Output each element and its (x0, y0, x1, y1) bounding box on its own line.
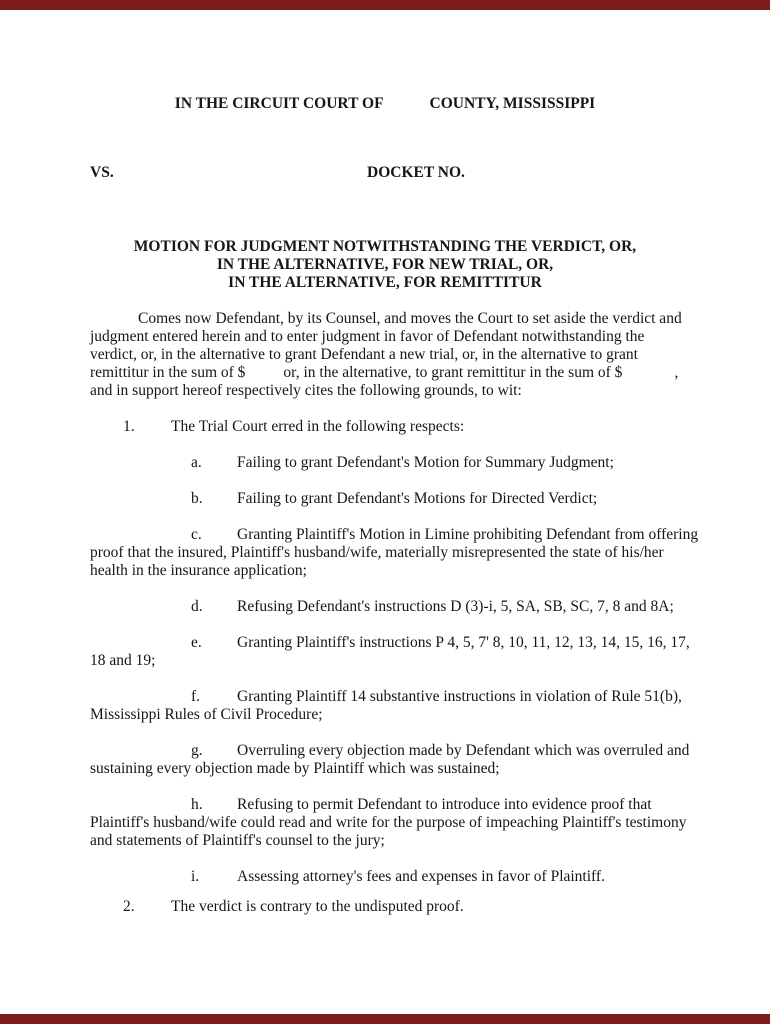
docket-label: DOCKET NO. (367, 164, 465, 181)
list-item-text: The verdict is contrary to the undisputed proof. (171, 898, 464, 915)
list-item-text: Failing to grant Defendant's Motion for Summary Judgment; (237, 454, 614, 471)
court-heading-right: COUNTY, MISSISSIPPI (429, 95, 596, 112)
opening-line (90, 364, 680, 382)
list-item-line (90, 418, 680, 436)
list-item-text: Granting Plaintiff's instructions P 4, 5, 7' 8, 10, 11, 12, 13, 14, 15, 16, 17, (237, 634, 690, 651)
list-item-marker: i. (191, 868, 200, 885)
list-item-line: proof that the insured, Plaintiff's husband/wife, materially misrepresented the state of his/her (90, 544, 664, 561)
list-item-text: Assessing attorney's fees and expenses in favor of Plaintiff. (237, 868, 605, 885)
list-item-line (90, 598, 680, 616)
list-item (90, 418, 680, 436)
opening-line-text: remittitur in the sum of $ (90, 364, 246, 381)
opening-line-text: , (674, 364, 679, 381)
list-item-marker: f. (191, 688, 201, 705)
list-item-text: Refusing Defendant's instructions D (3)-i, 5, SA, SB, SC, 7, 8 and 8A; (237, 598, 674, 615)
caption-line (90, 164, 680, 182)
document-content (90, 0, 699, 916)
list-item-marker: g. (191, 742, 203, 759)
list-item-marker: 1. (123, 418, 135, 435)
list-item-marker: b. (191, 490, 203, 507)
list-item-marker: d. (191, 598, 203, 615)
opening-line: and in support hereof respectively cites the following grounds, to wit: (90, 382, 522, 399)
list-item-text: The Trial Court erred in the following respects: (171, 418, 465, 435)
list-item (90, 796, 687, 850)
document-title-line: IN THE ALTERNATIVE, FOR REMITTITUR (228, 274, 542, 291)
list-item (90, 898, 680, 916)
list-item-text: Overruling every objection made by Defendant which was overruled and (237, 742, 690, 759)
list-item-marker: 2. (123, 898, 135, 915)
list-item-text: Granting Plaintiff's Motion in Limine prohibiting Defendant from offering (237, 526, 699, 543)
list-item-line: 18 and 19; (90, 652, 156, 669)
list-item-marker: h. (191, 796, 203, 813)
list-item-line (90, 634, 690, 652)
list-item (90, 634, 690, 670)
list-item (90, 526, 699, 580)
list-item-text: Granting Plaintiff 14 substantive instructions in violation of Rule 51(b), (237, 688, 682, 705)
vs-label: VS. (90, 164, 114, 181)
list-item-line (90, 796, 680, 814)
list-item-marker: a. (191, 454, 202, 471)
list-item-text: Refusing to permit Defendant to introduce into evidence proof that (237, 796, 652, 813)
list-item-line: Plaintiff's husband/wife could read and write for the purpose of impeaching Plaintiff's testimony (90, 814, 687, 831)
list-item-line: health in the insurance application; (90, 562, 307, 579)
list-item-line (90, 490, 680, 508)
bottom-border-bar (0, 1014, 770, 1024)
court-heading (90, 95, 680, 113)
list-item (90, 598, 680, 616)
document-title (90, 238, 680, 292)
list-item-line: Mississippi Rules of Civil Procedure; (90, 706, 323, 723)
list-item-line (90, 454, 680, 472)
list-item-line (90, 688, 680, 706)
list-item (90, 688, 680, 724)
list-item-line (90, 898, 680, 916)
list-item (90, 490, 680, 508)
document-title-line: MOTION FOR JUDGMENT NOTWITHSTANDING THE VERDICT, OR, (133, 238, 637, 255)
opening-line: Comes now Defendant, by its Counsel, and moves the Court to set aside the verdict and (138, 310, 682, 327)
opening-line: judgment entered herein and to enter judgment in favor of Defendant notwithstanding the (90, 328, 645, 345)
document-title-line: IN THE ALTERNATIVE, FOR NEW TRIAL, OR, (216, 256, 554, 273)
list-item-line (90, 868, 680, 886)
list-item (90, 742, 690, 778)
list-item-line (90, 526, 699, 544)
list-item-text: Failing to grant Defendant's Motions for Directed Verdict; (237, 490, 598, 507)
list-item-line: and statements of Plaintiff's counsel to the jury; (90, 832, 385, 849)
list-item-marker: c. (191, 526, 202, 543)
list-item-line: sustaining every objection made by Plaintiff which was sustained; (90, 760, 500, 777)
list-item-marker: e. (191, 634, 202, 651)
list-item-line (90, 742, 690, 760)
list-item (90, 454, 680, 472)
court-heading-left: IN THE CIRCUIT COURT OF (174, 95, 384, 112)
list-item (90, 868, 680, 886)
opening-paragraph (90, 310, 680, 400)
opening-line-text: or, in the alternative, to grant remittitur in the sum of $ (283, 364, 623, 381)
opening-line: verdict, or, in the alternative to grant Defendant a new trial, or, in the alternative to grant (90, 346, 638, 363)
